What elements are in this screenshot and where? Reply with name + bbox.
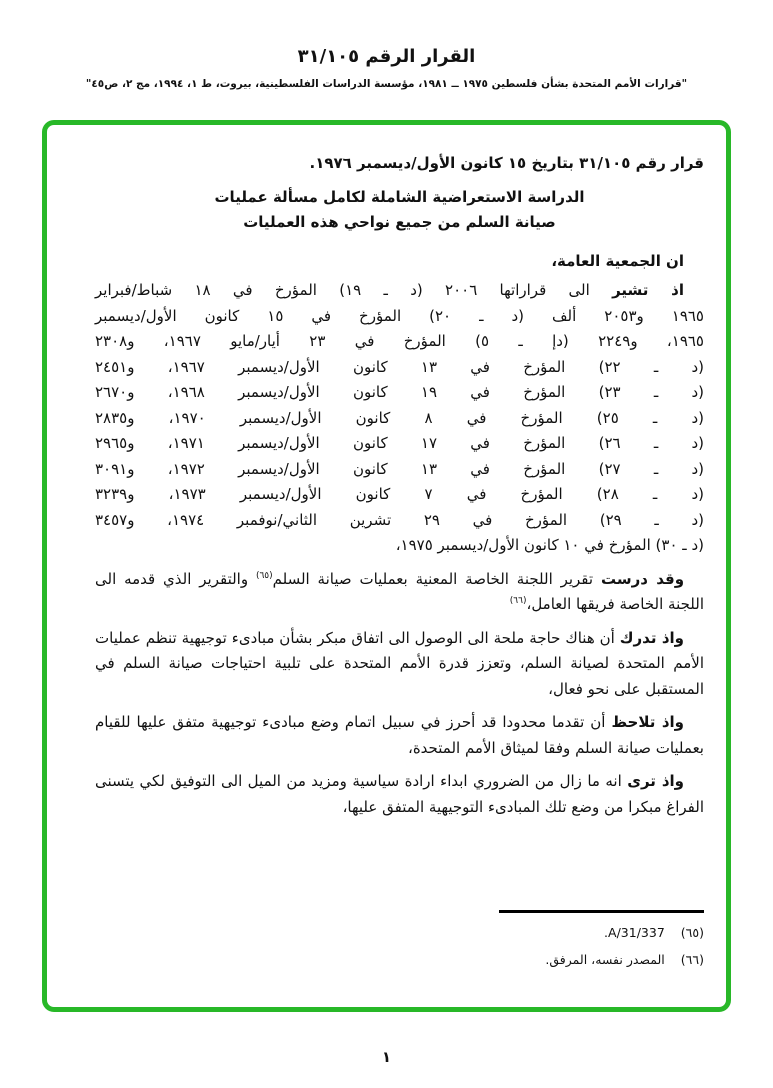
footnote-text: المصدر نفسه، المرفق. [545,952,665,968]
doc-block-opening-3 [95,249,704,275]
doc-block-line-7 [95,355,704,381]
body-text: ١٩٦٥، و٢٢٤٩ (دإ ـ ٥) المؤرخ في ٢٣ أيار/مايو ١٩٦٧، و٢٣٠٨ [95,332,704,350]
footnote-65 [95,924,704,943]
doc-block-para-17 [95,710,704,761]
doc-block-subtitle-1 [95,185,704,211]
footnote-text: A/31/337. [604,924,665,940]
doc-block-para-18 [95,769,704,820]
header-title: القرار الرقم ٣١/١٠٥ [297,46,476,67]
page-number: ١ [381,1048,392,1066]
footnote-ref: (٦٥) [255,570,273,581]
body-text: (د ـ ٣٠) المؤرخ في ١٠ كانون الأول/ديسمبر ١٩٧٥، [395,536,704,554]
body-text: (د ـ ٢٥) المؤرخ في ٨ كانون الأول/ديسمبر ١٩٧٠، و٢٨٣٥ [95,408,705,427]
body-text: تقرير اللجنة الخاصة المعنية بعمليات صيانة السلم [272,569,601,588]
doc-block-line-13 [95,508,704,534]
body-text: أن تقدما محدودا قد أحرز في سبيل اتمام وضع مبادىء توجيهية متفق عليها للقيام بعمليات صيانة السلم وفقا لميثاق الأمم المتحدة، [95,713,704,757]
bold-lead-text: وقد درست [600,569,685,588]
doc-block-line-last-14 [95,533,704,559]
document-box [42,120,731,1012]
footnote-66 [95,951,704,970]
doc-block-title-0 [95,151,704,177]
body-text: ١٩٦٥ و٢٠٥٣ ألف (د ـ ٢٠) المؤرخ في ١٥ كانون الأول/ديسمبر [95,306,704,325]
bold-lead-text: واذ تدرك [619,628,684,647]
bold-lead-text: واذ تلاحظ [611,713,684,731]
doc-block-line-9 [95,406,704,432]
footnote-marker: (٦٥) [680,924,704,940]
doc-block-para-16 [95,626,704,703]
bold-lead-text: قرار رقم ٣١/١٠٥ بتاريخ ١٥ كانون الأول/ديسمبر ١٩٧٦. [309,154,704,172]
doc-block-line-12 [95,482,704,508]
body-text: (د ـ ٢٧) المؤرخ في ١٣ كانون الأول/ديسمبر ١٩٧٢، و٣٠٩١ [95,459,705,478]
doc-block-para-15 [95,567,704,618]
footnote-marker: (٦٦) [680,952,704,968]
body-text: (د ـ ٢٦) المؤرخ في ١٧ كانون الأول/ديسمبر ١٩٧١، و٢٩٦٥ [95,434,705,452]
body-text: (د ـ ٢٢) المؤرخ في ١٣ كانون الأول/ديسمبر ١٩٦٧، و٢٤٥١ [95,357,705,376]
bold-lead-text: اذ تشير [612,281,685,299]
footnotes-section [95,910,704,980]
body-text: الى قراراتها ٢٠٠٦ (د ـ ١٩) المؤرخ في ١٨ شباط/فبراير [95,281,613,299]
body-text: (د ـ ٢٩) المؤرخ في ٢٩ تشرين الثاني/نوفمبر ١٩٧٤، و٣٤٥٧ [95,510,704,529]
doc-block-line-5 [95,304,704,330]
source-citation: "قرارات الأمم المتحدة بشأن فلسطين ١٩٧٥ ــ ١٩٨١، مؤسسة الدراسات الفلسطينية، بيروت، ط ١، ١٩٩٤، مج ٢، ص٤٥" [85,78,688,90]
footnote-separator-rule [499,910,704,913]
body-text: والتقرير الذي قدمه الى اللجنة الخاصة فريقها العامل، [95,569,704,613]
document-body [95,151,704,820]
bold-lead-text: صيانة السلم من جميع نواحي هذه العمليات [243,213,556,231]
doc-block-subtitle-2 [95,210,704,236]
doc-block-line-6 [95,329,704,355]
bold-lead-text: ان الجمعية العامة، [551,251,684,270]
bold-lead-text: الدراسة الاستعراضية الشاملة لكامل مسألة عمليات [214,187,585,206]
doc-block-line-8 [95,380,704,406]
document-header [0,0,773,90]
doc-block-line-11 [95,457,704,483]
footnote-ref: (٦٦) [509,596,527,606]
doc-block-line-first-4 [95,278,704,304]
doc-block-line-10 [95,431,704,457]
body-text: انه ما زال من الضروري ابداء ارادة سياسية ومزيد من الميل الى التوفيق لكي يتسنى الفراغ مبكرا من وضع تلك المبادىء التوجيهية المتفق عليها، [95,772,704,816]
body-text: (د ـ ٢٨) المؤرخ في ٧ كانون الأول/ديسمبر ١٩٧٣، و٣٢٣٩ [95,485,705,503]
body-text: (د ـ ٢٣) المؤرخ في ١٩ كانون الأول/ديسمبر ١٩٦٨، و٢٦٧٠ [95,383,705,401]
bold-lead-text: واذ ترى [627,772,684,790]
body-text: أن هناك حاجة ملحة الى الوصول الى اتفاق مبكر بشأن مبادىء توجيهية تنظم عمليات الأمم المتحدة لصيانة السلم، وتعزز قدرة الأمم المتحدة على تلبية احتياجات صيانة السلم في المستقبل على نحو فعال، [95,628,704,698]
